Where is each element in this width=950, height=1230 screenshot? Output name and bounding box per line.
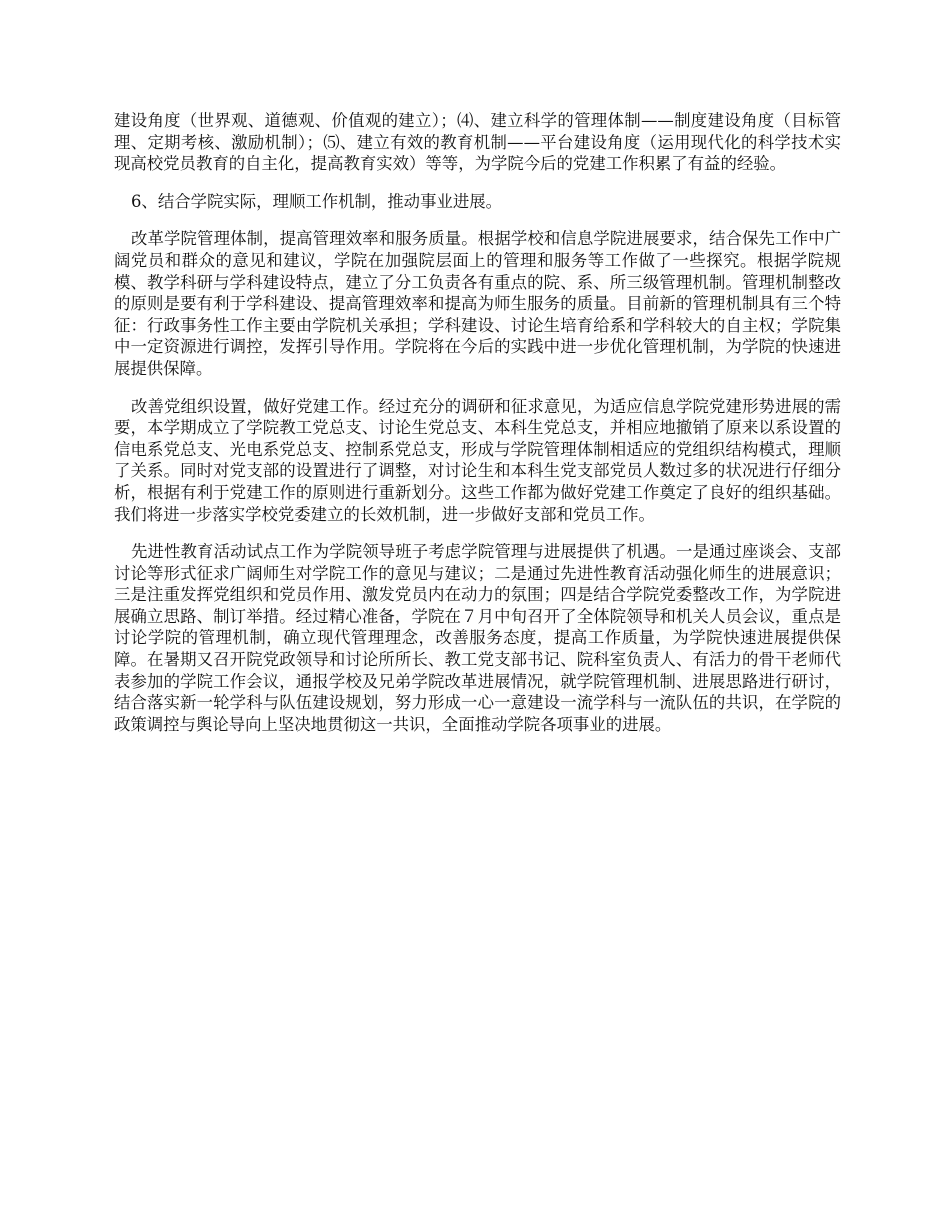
document-body xyxy=(114,110,841,751)
paragraph-advanced-education: 先进性教育活动试点工作为学院领导班子考虑学院管理与进展提供了机遇。一是通过座谈会、支部讨论等形式征求广阔师生对学院工作的意见与建议；二是通过先进性教育活动强化师生的进展意识；三是注重发挥党组织和党员作用、激发党员内在动力的氛围；四是结合学院党委整改工作，为学院进展确立思路、制订举措。经过精心准备，学院在７月中旬召开了全体院领导和机关人员会议，重点是讨论学院的管理机制，确立现代管理理念，改善服务态度，提高工作质量，为学院快速进展提供保障。在暑期又召开院党政领导和讨论所所长、教工党支部书记、院科室负责人、有活力的骨干老师代表参加的学院工作会议，通报学校及兄弟学院改革进展情况，就学院管理机制、进展思路进行研讨，结合落实新一轮学科与队伍建设规划，努力形成一心一意建设一流学科与一流队伍的共识，在学院的政策调控与舆论导向上坚决地贯彻这一共识，全面推动学院各项事业的进展。 xyxy=(114,542,841,734)
paragraph-management-reform: 改革学院管理体制，提高管理效率和服务质量。根据学校和信息学院进展要求，结合保先工作中广阔党员和群众的意见和建议，学院在加强院层面上的管理和服务等工作做了一些探究。根据学院规模、教学科研与学科建设特点，建立了分工负责各有重点的院、系、所三级管理机制。管理机制整改的原则是要有利于学科建设、提高管理效率和提高为师生服务的质量。目前新的管理机制具有三个特征：行政事务性工作主要由学院机关承担；学科建设、讨论生培育给系和学科较大的自主权；学院集中一定资源进行调控，发挥引导作用。学院将在今后的实践中进一步优化管理机制，为学院的快速进展提供保障。 xyxy=(114,229,841,378)
paragraph-party-organization: 改善党组织设置，做好党建工作。经过充分的调研和征求意见，为适应信息学院党建形势进展的需要，本学期成立了学院教工党总支、讨论生党总支、本科生党总支，并相应地撤销了原来以系设置的信电系党总支、光电系党总支、控制系党总支，形成与学院管理体制相适应的党组织结构模式，理顺了关系。同时对党支部的设置进行了调整，对讨论生和本科生党支部党员人数过多的状况进行仔细分析，根据有利于党建工作的原则进行重新划分。这些工作都为做好党建工作奠定了良好的组织基础。我们将进一步落实学校党委建立的长效机制，进一步做好支部和党员工作。 xyxy=(114,396,841,524)
paragraph-continuation: 建设角度（世界观、道德观、价值观的建立）；⑷、建立科学的管理体制——制度建设角度（目标管理、定期考核、激励机制）；⑸、建立有效的教育机制——平台建设角度（运用现代化的科学技术实现高校党员教育的自主化，提高教育实效）等等，为学院今后的党建工作积累了有益的经验。 xyxy=(114,111,841,174)
section-heading: 6、结合学院实际，理顺工作机制，推动事业进展。 xyxy=(131,191,503,211)
